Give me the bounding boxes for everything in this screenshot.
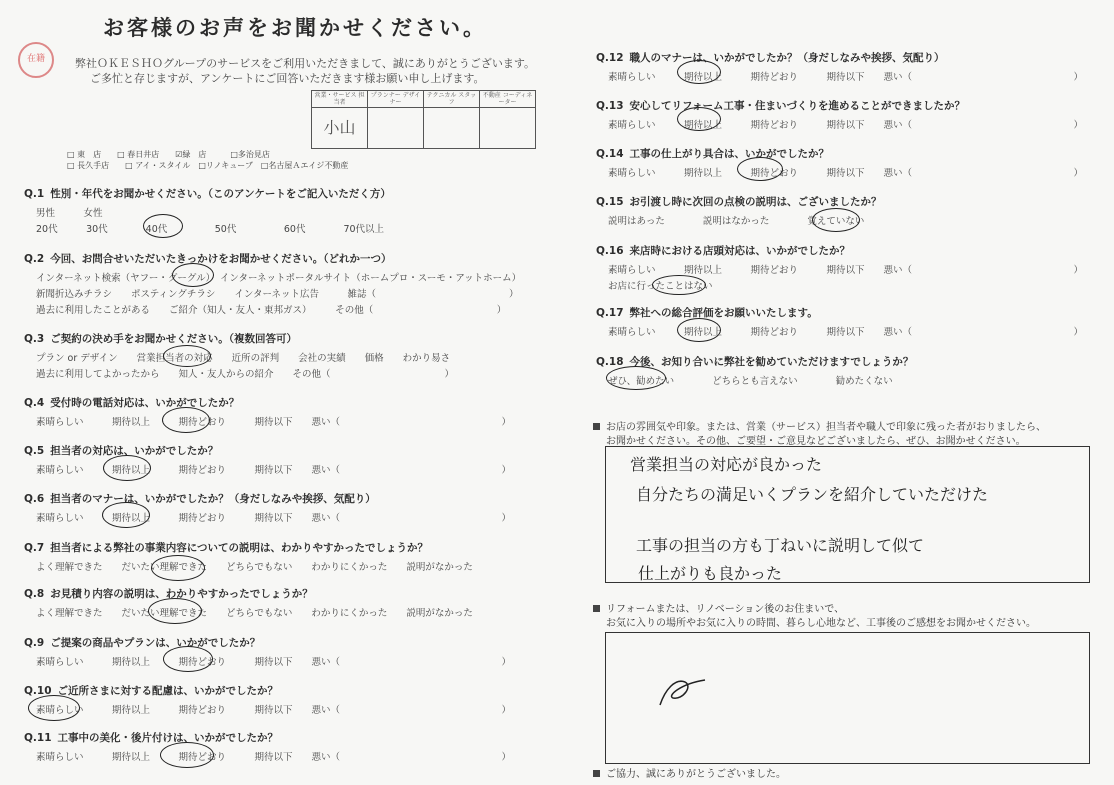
answer-circle-mark: [148, 598, 202, 624]
question-q1: Q.1 性別・年代をお聞かせください。（このアンケートをご記入いただく方）: [24, 188, 391, 200]
answer-options[interactable]: 素晴らしい 期待以上 期待どおり 期待以下 悪い（ ）: [36, 657, 512, 668]
answer-options[interactable]: 素晴らしい 期待以上 期待どおり 期待以下 悪い（ ）: [36, 752, 512, 763]
answer-circle-mark: [163, 345, 211, 367]
question-q17: Q.17 弊社への総合評価をお願いいたします。: [596, 307, 818, 319]
answer-circle-mark: [606, 366, 666, 390]
question-q9: Q.9 ご提案の商品やプランは、いかがでしたか？: [24, 637, 261, 649]
answer-circle-mark: [160, 742, 214, 768]
answer-options[interactable]: 素晴らしい 期待以上 期待どおり 期待以下 悪い（ ）: [608, 265, 1084, 276]
comment-prompt-1b: お聞かせください。その他、ご要望・ご意見などございましたら、ぜひ、お聞かせください。: [606, 436, 1026, 447]
store-options-2: □ 長久手店 □ アイ・スタイル □リノキューブ □名古屋Ａエイジ不動産: [67, 161, 349, 170]
staff-header: テクニカル スタッフ: [424, 91, 480, 108]
comment-prompt-2: リフォームまたは、リノベーション後のお住まいで、: [593, 600, 844, 615]
answer-circle-mark: [677, 60, 721, 84]
answer-circle-mark: [677, 318, 721, 342]
answer-circle-mark: [737, 157, 783, 181]
question-q5: Q.5 担当者の対応は、いかがでしたか？: [24, 445, 219, 457]
question-q2: Q.2 今回、お問合せいただいたきっかけをお聞かせください。（どれか一つ）: [24, 253, 392, 265]
answer-circle-mark: [151, 555, 205, 581]
answer-options[interactable]: よく理解できた だいたい理解できた どちらでもない わかりにくかった 説明がなかった: [36, 608, 473, 619]
question-q4: Q.4 受付時の電話対応は、いかがでしたか？: [24, 397, 240, 409]
answer-options[interactable]: よく理解できた だいたい理解できた どちらでもない わかりにくかった 説明がなかった: [36, 562, 473, 573]
answer-circle-mark: [103, 455, 151, 481]
staff-header: 営業・サービス 担当者: [312, 91, 368, 108]
answer-options[interactable]: お店に行ったことはない: [608, 281, 713, 292]
question-q6: Q.6 担当者のマナーは、いかがでしたか？（身だしなみや挨拶、気配り）: [24, 493, 376, 505]
answer-options[interactable]: 素晴らしい 期待以上 期待どおり 期待以下 悪い（ ）: [36, 417, 512, 428]
answer-options[interactable]: 男性 女性: [36, 208, 103, 219]
question-q11: Q.11 工事中の美化・後片付けは、いかがでしたか？: [24, 732, 279, 744]
answer-options[interactable]: ぜひ、勧めたい どちらとも言えない 勧めたくない: [608, 376, 893, 387]
stamp-seal: 在籍: [18, 42, 54, 78]
question-q18: Q.18 今後、お知り合いに弊社を勧めていただけますでしょうか？: [596, 356, 914, 368]
question-q15: Q.15 お引渡し時に次回の点検の説明は、ございましたか？: [596, 196, 882, 208]
answer-options[interactable]: インターネット検索（ヤフー・グーグル） インターネットポータルサイト（ホームプロ・スーモ・アットホーム）: [36, 273, 522, 284]
staff-table: [311, 90, 536, 149]
comment-prompt-2b: お気に入りの場所やお気に入りの時間、暮らし心地など、工事後のご感想をお聞かせください。: [606, 618, 1036, 629]
question-q8: Q.8 お見積り内容の説明は、わかりやすかったでしょうか？: [24, 588, 313, 600]
comment-line: 営業担当の対応が良かった: [630, 455, 823, 474]
answer-options[interactable]: 素晴らしい 期待以上 期待どおり 期待以下 悪い（ ）: [36, 513, 512, 524]
answer-circle-mark: [172, 263, 214, 287]
question-q14: Q.14 工事の仕上がり具合は、いかがでしたか？: [596, 148, 830, 160]
answer-circle-mark: [162, 407, 210, 433]
footer-thanks: ご協力、誠にありがとうございました。: [593, 765, 786, 780]
comment-line: 自分たちの満足いくプランを紹介していただけた: [636, 485, 989, 504]
intro-line-2: ご多忙と存じますが、アンケートにご回答いただきます様お願い申し上げます。: [90, 72, 485, 85]
answer-options[interactable]: 素晴らしい 期待以上 期待どおり 期待以下 悪い（ ）: [608, 327, 1084, 338]
answer-options[interactable]: 説明はあった 説明はなかった 覚えていない: [608, 216, 865, 227]
intro-line-1: 弊社ＯＫＥＳＨＯグループのサービスをご利用いただきまして、誠にありがとうございます。: [75, 57, 536, 70]
store-options-1: □ 東 店 □ 春日井店 ☑緑 店 □多治見店: [67, 150, 270, 159]
answer-options[interactable]: 20代 30代 40代 50代 60代 70代以上: [36, 224, 385, 235]
store-check-mark: [223, 143, 233, 153]
staff-header: プランナー デザイナー: [368, 91, 424, 108]
question-q3: Q.3 ご契約の決め手をお聞かせください。（複数回答可）: [24, 333, 297, 345]
answer-options[interactable]: プラン or デザイン 営業担当者の対応 近所の評判 会社の実績 価格 わかり易さ: [36, 353, 451, 364]
comment-line: 工事の担当の方も丁ねいに説明して似て: [636, 536, 925, 555]
answer-options[interactable]: 素晴らしい 期待以上 期待どおり 期待以下 悪い（ ）: [608, 72, 1084, 83]
scribble-mark: [655, 670, 715, 710]
staff-header: 不動産 コーディネーター: [480, 91, 536, 108]
answer-circle-mark: [28, 695, 80, 721]
staff-name: 小山: [312, 108, 368, 149]
question-q7: Q.7 担当者による弊社の事業内容についての説明は、わかりやすかったでしょうか？: [24, 542, 429, 554]
page-title: お客様のお声をお聞かせください。: [103, 16, 487, 40]
answer-circle-mark: [143, 214, 183, 238]
question-q13: Q.13 安心してリフォーム工事・住まいづくりを進めることができましたか？: [596, 100, 966, 112]
answer-options[interactable]: 過去に利用してよかったから 知人・友人からの紹介 その他（ ）: [36, 369, 455, 380]
question-q16: Q.16 来店時における店頭対応は、いかがでしたか？: [596, 245, 851, 257]
answer-circle-mark: [163, 646, 213, 672]
question-q12: Q.12 職人のマナーは、いかがでしたか？（身だしなみや挨拶、気配り）: [596, 52, 945, 64]
answer-options[interactable]: 素晴らしい 期待以上 期待どおり 期待以下 悪い（ ）: [608, 168, 1084, 179]
answer-circle-mark: [652, 275, 706, 295]
answer-circle-mark: [812, 208, 860, 232]
answer-options[interactable]: 素晴らしい 期待以上 期待どおり 期待以下 悪い（ ）: [608, 120, 1084, 131]
answer-options[interactable]: 素晴らしい 期待以上 期待どおり 期待以下 悪い（ ）: [36, 465, 512, 476]
answer-options[interactable]: 過去に利用したことがある ご紹介（知人・友人・東邦ガス） その他（ ）: [36, 305, 507, 316]
answer-circle-mark: [102, 502, 150, 528]
comment-line: 仕上がりも良かった: [638, 564, 783, 583]
answer-circle-mark: [677, 107, 721, 131]
answer-options[interactable]: 素晴らしい 期待以上 期待どおり 期待以下 悪い（ ）: [36, 705, 512, 716]
answer-options[interactable]: 新聞折込みチラシ ポスティングチラシ インターネット広告 雑誌（ ）: [36, 289, 519, 300]
question-q10: Q.10 ご近所さまに対する配慮は、いかがでしたか？: [24, 685, 279, 697]
comment-prompt-1: お店の雰囲気や印象。または、営業（サービス）担当者や職人で印象に残った者がおりましたら、: [593, 418, 1046, 433]
